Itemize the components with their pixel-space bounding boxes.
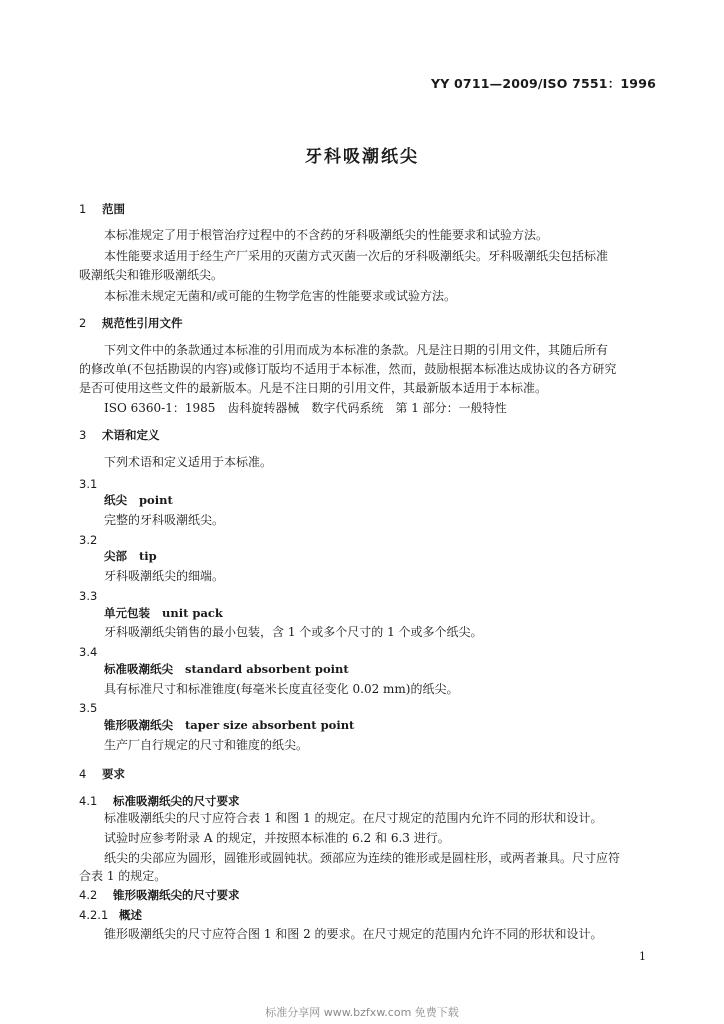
term-zh: 尖部 <box>104 549 127 563</box>
paragraph-continuation: 是否可使用这些文件的最新版本。凡是不注日期的引用文件，其最新版本适用于本标准。 <box>79 381 548 395</box>
paragraph: 下列文件中的条款通过本标准的引用而成为本标准的条款。凡是注日期的引用文件，其随后所有 <box>104 343 609 357</box>
subsection-title: 概述 <box>119 908 142 922</box>
term-en: unit pack <box>162 606 223 620</box>
term-zh: 单元包装 <box>104 606 150 620</box>
paragraph-continuation: 吸潮纸尖和锥形吸潮纸尖。 <box>79 268 224 282</box>
term-number: 3.4 <box>79 645 98 659</box>
term-number: 3.1 <box>79 477 98 491</box>
term-heading <box>104 548 157 564</box>
term-number: 3.2 <box>79 533 98 547</box>
section-title: 规范性引用文件 <box>102 316 183 330</box>
section-number: 3 <box>79 428 87 442</box>
term-heading <box>104 661 349 677</box>
paragraph: 本标准规定了用于根管治疗过程中的不含药的牙科吸潮纸尖的性能要求和试验方法。 <box>104 228 549 242</box>
term-heading <box>104 492 173 508</box>
subsection-title: 锥形吸潮纸尖的尺寸要求 <box>113 888 240 902</box>
section-3-heading <box>79 427 160 443</box>
term-zh: 锥形吸潮纸尖 <box>104 718 173 732</box>
term-zh: 纸尖 <box>104 493 127 507</box>
paragraph: 本性能要求适用于经生产厂采用的灭菌方式灭菌一次后的牙科吸潮纸尖。牙科吸潮纸尖包括标准 <box>104 249 609 263</box>
paragraph-continuation: 合表 1 的规定。 <box>79 869 167 883</box>
section-1-heading <box>79 201 125 217</box>
paragraph-continuation: 的修改单(不包括勘误的内容)或修订版均不适用于本标准，然而，鼓励根据本标准达成协议的各方研究 <box>79 362 617 376</box>
subsection-number: 4.1 <box>79 794 98 808</box>
section-number: 2 <box>79 316 87 330</box>
subsection-4-2-1-heading <box>79 907 142 923</box>
standard-code: YY 0711—2009/ISO 7551：1996 <box>430 76 656 91</box>
section-title: 范围 <box>102 202 125 216</box>
paragraph: 标准吸潮纸尖的尺寸应符合表 1 和图 1 的规定。在尺寸规定的范围内允许不同的形状和设计。 <box>104 811 603 825</box>
term-en: point <box>139 493 173 507</box>
paragraph: 下列术语和定义适用于本标准。 <box>104 455 273 469</box>
section-number: 4 <box>79 767 87 781</box>
normative-reference <box>104 400 519 416</box>
term-en: taper size absorbent point <box>185 718 355 732</box>
term-definition: 完整的牙科吸潮纸尖。 <box>104 513 225 527</box>
term-zh: 标准吸潮纸尖 <box>104 662 173 676</box>
term-number: 3.3 <box>79 589 98 603</box>
section-number: 1 <box>79 202 87 216</box>
section-2-heading <box>79 315 183 331</box>
section-4-heading <box>79 766 125 782</box>
term-heading <box>104 717 354 733</box>
subsection-4-1-heading <box>79 793 240 809</box>
subsection-4-2-heading <box>79 887 240 903</box>
term-definition: 牙科吸潮纸尖的细端。 <box>104 569 225 583</box>
term-en: tip <box>139 549 157 563</box>
paragraph: 试验时应参考附录 A 的规定，并按照本标准的 6.2 和 6.3 进行。 <box>104 831 450 845</box>
subsection-number: 4.2 <box>79 888 98 902</box>
term-definition: 生产厂自行规定的尺寸和锥度的纸尖。 <box>104 738 309 752</box>
page-number: 1 <box>639 950 646 963</box>
subsection-title: 标准吸潮纸尖的尺寸要求 <box>113 794 240 808</box>
term-definition: 牙科吸潮纸尖销售的最小包装，含 1 个或多个尺寸的 1 个或多个纸尖。 <box>104 625 483 639</box>
section-title: 要求 <box>102 767 125 781</box>
reference-title: 齿科旋转器械 数字代码系统 第 1 部分：一般特性 <box>227 401 507 415</box>
paragraph: 锥形吸潮纸尖的尺寸应符合图 1 和图 2 的要求。在尺寸规定的范围内允许不同的形状和设计。 <box>104 927 603 941</box>
document-title: 牙科吸潮纸尖 <box>305 147 419 167</box>
reference-code: ISO 6360-1：1985 <box>104 401 216 415</box>
watermark-text: 标准分享网 www.bzfxw.com 免费下载 <box>265 1006 459 1019</box>
subsection-number: 4.2.1 <box>79 908 109 922</box>
paragraph: 纸尖的尖部应为圆形，圆锥形或圆钝状。颈部应为连续的锥形或是圆柱形，或两者兼具。尺寸应符 <box>104 851 621 865</box>
section-title: 术语和定义 <box>102 428 160 442</box>
term-en: standard absorbent point <box>185 662 349 676</box>
term-definition: 具有标准尺寸和标准锥度(每毫米长度直径变化 0.02 mm)的纸尖。 <box>104 682 459 696</box>
term-heading <box>104 605 223 621</box>
paragraph: 本标准未规定无菌和/或可能的生物学危害的性能要求或试验方法。 <box>104 289 457 303</box>
term-number: 3.5 <box>79 701 98 715</box>
